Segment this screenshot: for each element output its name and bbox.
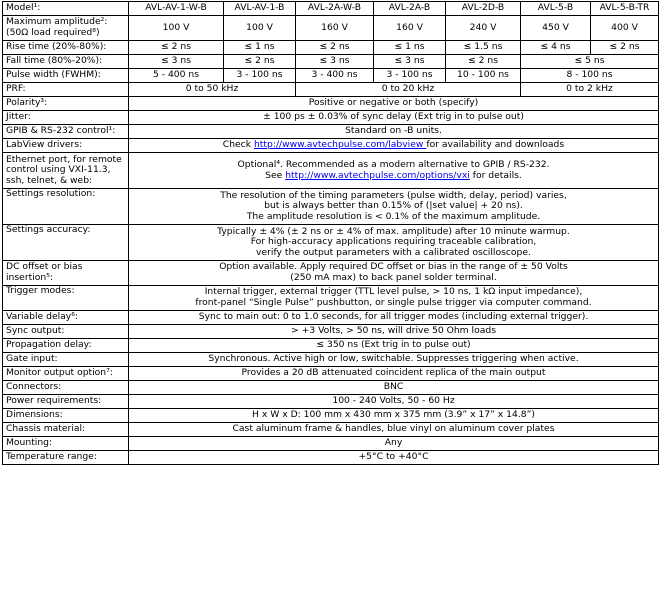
ethernet-line2-after: for details. (469, 169, 522, 181)
label-polarity: Polarity³: (3, 97, 129, 111)
pulse-width-cell-merged: 8 - 100 ns (521, 69, 659, 83)
label-amplitude-line1: Maximum amplitude²: (6, 16, 108, 28)
label-ethernet-line2: control using VXI-11.3, (6, 164, 111, 176)
accuracy-line3: verify the output parameters with a calibrated oscilloscope. (256, 246, 531, 258)
fall-cell-merged: ≤ 5 ns (521, 55, 659, 69)
row-labview (3, 139, 659, 153)
accuracy-value (129, 225, 659, 261)
row-gpib (3, 125, 659, 139)
resolution-line1: The resolution of the timing parameters (pulse width, delay, period) varies, (220, 189, 567, 201)
prf-cell: 0 to 2 kHz (521, 83, 659, 97)
label-model: Model¹: (3, 2, 129, 16)
prf-cell: 0 to 50 kHz (129, 83, 296, 97)
amplitude-cell: 100 V (224, 16, 296, 41)
row-power (3, 395, 659, 409)
variable-delay-value: Sync to main out: 0 to 1.0 seconds, for all trigger modes (including external trigger). (129, 311, 659, 325)
label-dc-offset-line1: DC offset or bias (6, 261, 83, 273)
dc-offset-line2: (250 mA max) to back panel solder terminal. (290, 272, 497, 283)
label-dimensions: Dimensions: (3, 409, 129, 423)
model-cell: AVL-5-B-TR (591, 2, 659, 16)
rise-cell: ≤ 2 ns (296, 41, 374, 55)
gate-input-value: Synchronous. Active high or low, switchable. Suppresses triggering when active. (129, 353, 659, 367)
accuracy-line1: Typically ± 4% (± 2 ns or ± 4% of max. amplitude) after 10 minute warmup. (217, 225, 570, 237)
ethernet-value (129, 153, 659, 189)
connectors-value: BNC (129, 381, 659, 395)
label-sync-output: Sync output: (3, 325, 129, 339)
pulse-width-cell: 5 - 400 ns (129, 69, 224, 83)
accuracy-line2: For high-accuracy applications requiring traceable calibration, (250, 236, 537, 248)
amplitude-cell: 240 V (446, 16, 521, 41)
pulse-width-cell: 10 - 100 ns (446, 69, 521, 83)
sync-output-value: > +3 Volts, > 50 ns, will drive 50 Ohm loads (129, 325, 659, 339)
label-labview: LabView drivers: (3, 139, 129, 153)
amplitude-cell: 160 V (296, 16, 374, 41)
dc-offset-line1: Option available. Apply required DC offset or bias in the range of ± 50 Volts (219, 261, 568, 273)
label-jitter: Jitter: (3, 111, 129, 125)
row-monitor-output (3, 367, 659, 381)
label-fall-time: Fall time (80%-20%): (3, 55, 129, 69)
rise-cell: ≤ 1 ns (374, 41, 446, 55)
pulse-width-cell: 3 - 100 ns (224, 69, 296, 83)
ethernet-vxi-link[interactable]: http://www.avtechpulse.com/options/vxi (285, 169, 470, 181)
label-amplitude (3, 16, 129, 41)
model-cell: AVL-2D-B (446, 2, 521, 16)
gpib-value: Standard on -B units. (129, 125, 659, 139)
row-chassis (3, 423, 659, 437)
fall-cell: ≤ 3 ns (374, 55, 446, 69)
propagation-delay-value: ≤ 350 ns (Ext trig in to pulse out) (129, 339, 659, 353)
label-resolution: Settings resolution: (3, 189, 129, 225)
rise-cell: ≤ 1.5 ns (446, 41, 521, 55)
fall-cell: ≤ 3 ns (129, 55, 224, 69)
label-ethernet-line1: Ethernet port, for remote (6, 153, 122, 165)
resolution-value (129, 189, 659, 225)
label-dc-offset (3, 261, 129, 286)
row-temperature (3, 451, 659, 465)
ethernet-line1: Optional⁴. Recommended as a modern alternative to GPIB / RS-232. (237, 158, 550, 170)
amplitude-cell: 160 V (374, 16, 446, 41)
labview-value (129, 139, 659, 153)
pulse-width-cell: 3 - 400 ns (296, 69, 374, 83)
dc-offset-value (129, 261, 659, 286)
resolution-line2: but is always better than 0.15% of (|set value| + 20 ns). (264, 200, 523, 212)
trigger-line2: front-panel “Single Pulse” pushbutton, or single pulse trigger via computer command. (195, 297, 592, 308)
specifications-table (2, 1, 659, 465)
labview-link[interactable]: http://www.avtechpulse.com/labview (253, 139, 427, 151)
pulse-width-cell: 3 - 100 ns (374, 69, 446, 83)
resolution-line3: The amplitude resolution is < 0.1% of the maximum amplitude. (246, 210, 541, 222)
row-prf (3, 83, 659, 97)
row-sync-output (3, 325, 659, 339)
row-gate-input (3, 353, 659, 367)
model-cell: AVL-AV-1-B (224, 2, 296, 16)
dimensions-value: H x W x D: 100 mm x 430 mm x 375 mm (3.9” x 17” x 14.8”) (129, 409, 659, 423)
model-cell: AVL-2A-W-B (296, 2, 374, 16)
label-connectors: Connectors: (3, 381, 129, 395)
amplitude-cell: 450 V (521, 16, 591, 41)
trigger-value (129, 286, 659, 311)
chassis-value: Cast aluminum frame & handles, blue vinyl on aluminum cover plates (129, 423, 659, 437)
label-power: Power requirements: (3, 395, 129, 409)
rise-cell: ≤ 4 ns (521, 41, 591, 55)
label-mounting: Mounting: (3, 437, 129, 451)
row-model (3, 2, 659, 16)
row-propagation-delay (3, 339, 659, 353)
label-ethernet-line3: ssh, telnet, & web: (6, 174, 93, 186)
row-connectors (3, 381, 659, 395)
label-accuracy: Settings accuracy: (3, 225, 129, 261)
label-gate-input: Gate input: (3, 353, 129, 367)
row-amplitude (3, 16, 659, 41)
model-cell: AVL-5-B (521, 2, 591, 16)
trigger-line1: Internal trigger, external trigger (TTL level pulse, > 10 ns, 1 kΩ input impedance), (204, 286, 583, 298)
amplitude-cell: 100 V (129, 16, 224, 41)
label-gpib: GPIB & RS-232 control¹: (3, 125, 129, 139)
label-propagation-delay: Propagation delay: (3, 339, 129, 353)
row-accuracy (3, 225, 659, 261)
fall-cell: ≤ 2 ns (224, 55, 296, 69)
row-dimensions (3, 409, 659, 423)
row-mounting (3, 437, 659, 451)
label-trigger-modes: Trigger modes: (3, 286, 129, 311)
label-rise-time: Rise time (20%-80%): (3, 41, 129, 55)
ethernet-line2-before: See (265, 169, 286, 181)
label-prf: PRF: (3, 83, 129, 97)
row-polarity (3, 97, 659, 111)
row-pulse-width (3, 69, 659, 83)
label-monitor-output: Monitor output option⁷: (3, 367, 129, 381)
labview-text-after: for availability and downloads (426, 139, 565, 151)
row-dc-offset (3, 261, 659, 286)
label-pulse-width: Pulse width (FWHM): (3, 69, 129, 83)
power-value: 100 - 240 Volts, 50 - 60 Hz (129, 395, 659, 409)
row-rise-time (3, 41, 659, 55)
row-trigger-modes (3, 286, 659, 311)
rise-cell: ≤ 1 ns (224, 41, 296, 55)
fall-cell: ≤ 3 ns (296, 55, 374, 69)
label-chassis: Chassis material: (3, 423, 129, 437)
amplitude-cell: 400 V (591, 16, 659, 41)
prf-cell: 0 to 20 kHz (296, 83, 521, 97)
row-resolution (3, 189, 659, 225)
polarity-value: Positive or negative or both (specify) (129, 97, 659, 111)
rise-cell: ≤ 2 ns (129, 41, 224, 55)
model-cell: AVL-2A-B (374, 2, 446, 16)
label-amplitude-line2: (50Ω load required⁸) (6, 27, 100, 38)
row-variable-delay (3, 311, 659, 325)
labview-text-before: Check (222, 139, 254, 151)
rise-cell: ≤ 2 ns (591, 41, 659, 55)
row-jitter (3, 111, 659, 125)
label-variable-delay: Variable delay⁶: (3, 311, 129, 325)
monitor-output-value: Provides a 20 dB attenuated coincident replica of the main output (129, 367, 659, 381)
label-temperature: Temperature range: (3, 451, 129, 465)
row-ethernet (3, 153, 659, 189)
temperature-value: +5°C to +40°C (129, 451, 659, 465)
fall-cell: ≤ 2 ns (446, 55, 521, 69)
jitter-value: ± 100 ps ± 0.03% of sync delay (Ext trig in to pulse out) (129, 111, 659, 125)
row-fall-time (3, 55, 659, 69)
mounting-value: Any (129, 437, 659, 451)
label-dc-offset-line2: insertion⁵: (6, 272, 53, 283)
model-cell: AVL-AV-1-W-B (129, 2, 224, 16)
label-ethernet (3, 153, 129, 189)
